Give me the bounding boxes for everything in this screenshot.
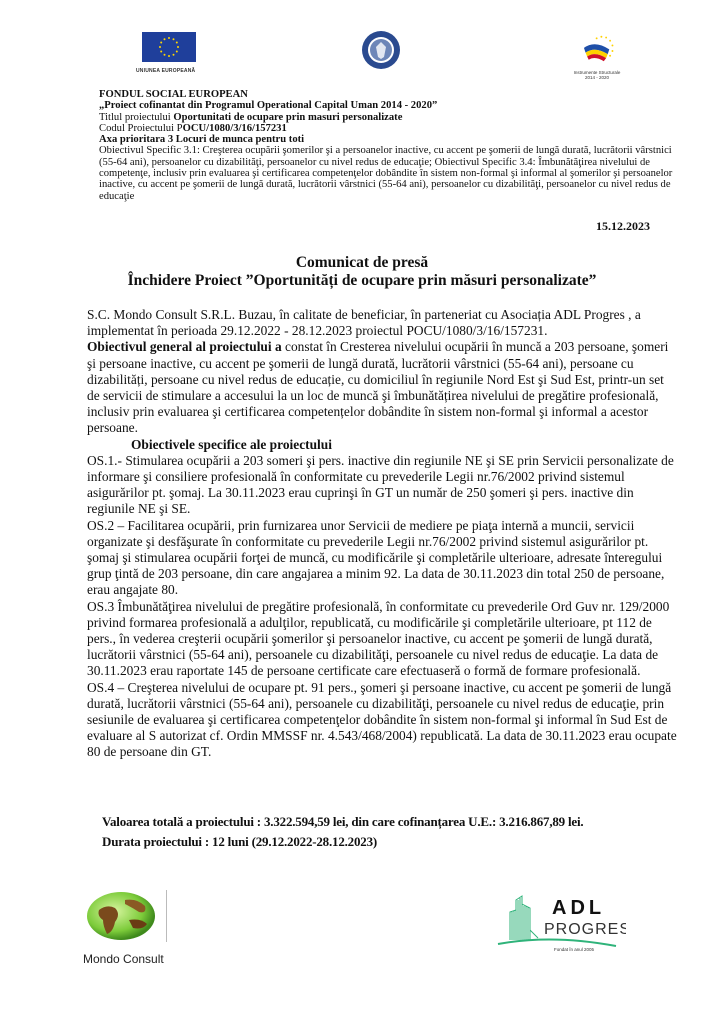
press-release-title: Comunicat de presă [295, 254, 429, 271]
eu-label: UNIUNEA EUROPEANĂ [136, 68, 196, 74]
adl-logo-text: ADL [552, 897, 606, 919]
specific-objectives: Obiectivul Specific 3.1: Creşterea ocupării şomerilor şi a persoanelor inactive, cu accent pe şomerii de lungă durată, lucrătorii vârstnici (55-64 ani), persoanelor cu dizabilităţi, persoanelor cu nivel redus de educaţie; Obiectivul Specific 3.4: Îmbunătăţirea nivelului de competenţe, inclusiv prin evaluarea şi certificarea competenţelor dobândite în sistem non-formal şi informal al şomerilor şi persoanelor inactive, cu accent pe şomerii de lungă durată, lucrătorii vârstnici (55-64 ani), persoanelor cu dizabilităţi, persoanelor cu nivel redus de educaţie [99, 145, 673, 202]
mondo-consult-label: Mondo Consult [83, 952, 164, 966]
specific-objectives-heading: Obiectivele specifice ale proiectului [131, 436, 332, 452]
eu-flag-logo [142, 32, 196, 62]
instrumente-structurale-label [562, 70, 632, 80]
total-value: Valoarea totală a proiectului : 3.322.594,59 lei, din care cofinanțarea U.E.: 3.216.867,89 lei. [102, 814, 584, 829]
objective-os4: OS.4 – Creşterea nivelului de ocupare pt. 91 pers., şomeri şi persoane inactive, cu accent pe şomerii de lungă durată, lucrătorii vârstnici (55-64 ani), persoanele cu dizabilităţi, persoanele cu nivel redus de educaţie, prin sesiunile de evaluarea şi certificarea competenţelor dobândite în sistem non-formal şi informal în Sud Est de evaluare al S autorizat cf. Ordin MMSSF nr. 4.543/468/2004) republicată. La data de 30.11.2023 erau ocupate 80 de persoane din GT. [87, 679, 677, 760]
objective-os1: OS.1.- Stimularea ocupării a 203 someri şi pers. inactive din regiunile NE şi SE prin Servicii personalizate de informare şi consiliere profesională în conformitate cu prevederile Legii nr.76/2002 privind sistemul asigurărilor pt. şomaj. La 30.11.2023 erau cuprinşi în GT un număr de 250 şomeri şi pers. inactive din regiunile NE şi SE. [87, 452, 674, 517]
fund-name: FONDUL SOCIAL EUROPEAN [99, 89, 248, 100]
general-objective-paragraph [87, 339, 679, 436]
objective-os3: OS.3 Îmbunătăţirea nivelului de pregătire profesională, în conformitate cu prevederile Ord Guv nr. 129/2000 privind formarea profesională a adulţilor, republicată, cu modificările şi completările ulterioare, pt 112 de pers., în vederea creşterii ocupării şomerilor şi persoanelor inactive, cu accent pe şomerii de lungă durată, lucrătorii vârstnici (55-64 ani), persoanele cu dizabilităţi, persoanele cu nivel redus de educaţie. La data de 30.11.2023 erau raportate 145 de persoane certificate care efectuaseră o formă de formare profesională. [87, 598, 670, 679]
general-objective-text: constat în Cresterea nivelului ocupării în muncă a 203 persoane, şomeri şi persoane inactive, cu accent pe şomerii de lungă durată, lucrătorii vârstnici (55-64 ani), persoane cu dizabilități, persoane cu nivel redus de educație, cu domiciliul în regiunile Nord Est şi Sud Est, printr-un set de servicii de stimulare a accesului la un loc de muncă şi îmbunătățirea nivelului de pregătire profesională, inclusiv prin evaluarea şi certificarea competențelor dobândite în sistem non-formal şi informal a acestor persoane. [87, 339, 669, 436]
objective-os2: OS.2 – Facilitarea ocupării, prin furnizarea unor Servicii de mediere pe piaţa internă a muncii, servicii organizate şi desfăşurate în conformitate cu prevederile Legii nr.76/2002 privind sistemul asigurărilor pt. şomaj şi stimularea ocupării forţei de muncă, cu modificările şi completările ulterioare, adresate înteregului grup ţintă de 203 persoane, din care angajarea a minim 92. La data de 30.11.2023 din total 250 de persoane, erau angajate 80. [87, 517, 665, 598]
project-duration: Durata proiectului : 12 luni (29.12.2022-28.12.2023) [102, 834, 377, 849]
mondo-consult-logo [85, 890, 157, 942]
press-release-body [87, 307, 679, 761]
mondo-logo-divider [166, 890, 167, 942]
project-code-label: Codul Proiectului P [99, 122, 183, 134]
project-title-value: Oportunitati de ocupare prin masuri personalizate [173, 111, 403, 123]
project-closing-title: Închidere Proiect ”Oportunități de ocupare prin măsuri personalizate” [127, 272, 597, 289]
is-label-line2: 2014 - 2020 [584, 75, 610, 80]
project-totals [102, 812, 583, 852]
general-objective-label: Obiectivul general al proiectului a [87, 339, 282, 355]
intro-paragraph: S.C. Mondo Consult S.R.L. Buzau, în calitate de beneficiar, în parteneriat cu Asociația ADL Progres , a implementat în perioada 29.12.2022 - 28.12.2023 proiectul POCU/1080/3/16/157231. [87, 307, 641, 339]
adl-progres-logo [492, 890, 626, 952]
cofinanced-line: „Proiect cofinantat din Programul Operational Capital Uman 2014 - 2020” [99, 100, 438, 112]
project-code-value: OCU/1080/3/16/157231 [182, 122, 287, 134]
romanian-government-logo [361, 30, 401, 70]
adl-logo-progres-text: PROGRES [544, 921, 626, 938]
priority-axis: Axa prioritara 3 Locuri de munca pentru toti [99, 134, 305, 146]
is-label-line1: Instrumente Structurale [573, 70, 621, 75]
project-title-label: Titlul proiectului [99, 111, 174, 123]
document-date: 15.12.2023 [596, 219, 650, 233]
adl-logo-tagline: Fondat în anul 2005 [554, 947, 595, 952]
project-header [99, 89, 679, 202]
project-code-line [99, 123, 679, 134]
project-title-line [99, 112, 679, 123]
